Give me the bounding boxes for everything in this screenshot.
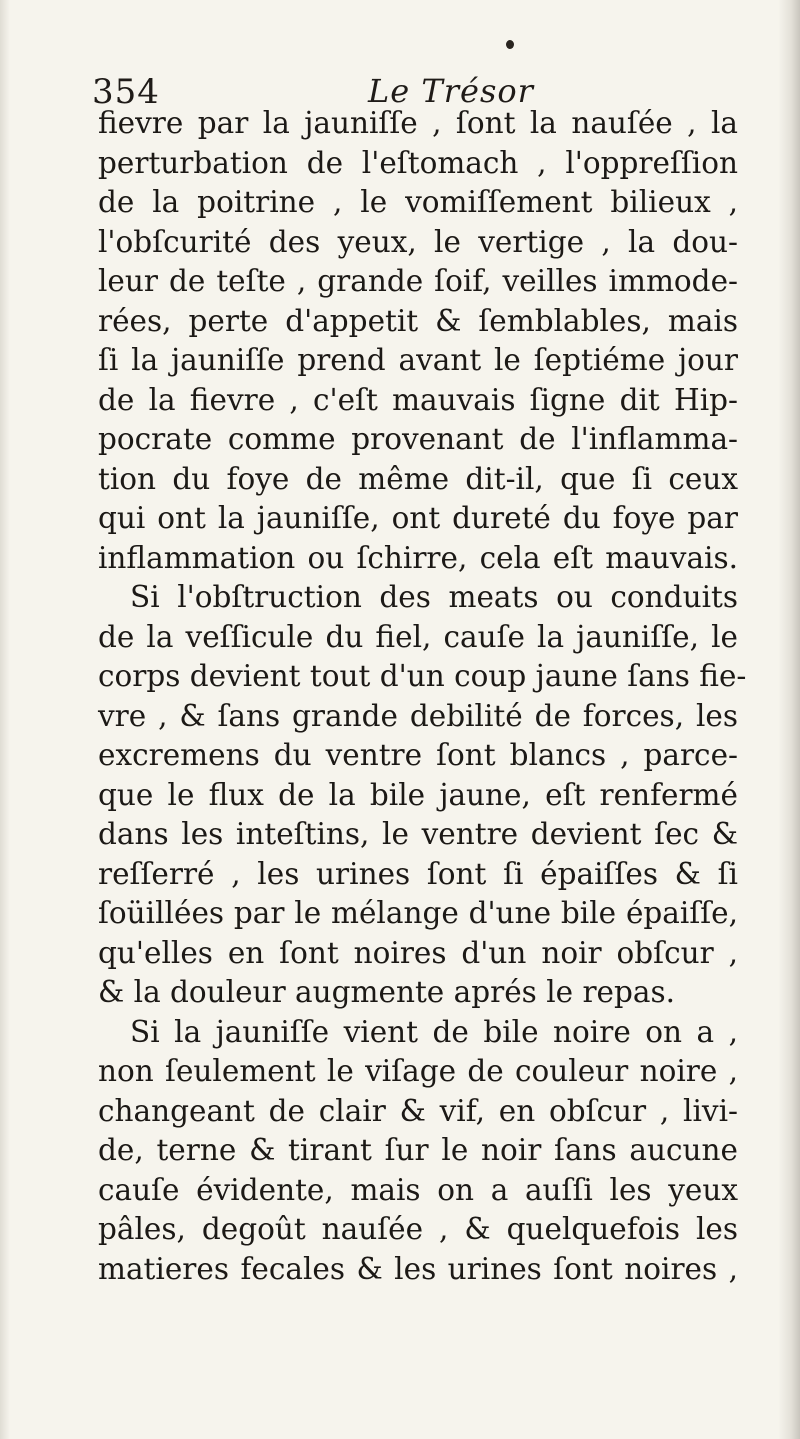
- paragraph-first-line: Si la jauniſſe vient de bile noire on a ,: [130, 1014, 738, 1049]
- text-line: leur de teſte , grande ſoif, veilles immode-: [98, 264, 738, 298]
- text-line: pâles, degoût nauſée , & quelquefois les: [98, 1212, 738, 1246]
- text-line: ſoüillées par le mélange d'une bile épaiſſe,: [98, 896, 738, 930]
- text-line: qui ont la jauniſſe, ont dureté du foye par: [98, 501, 738, 535]
- text-line: excremens du ventre ſont blancs , parce-: [98, 738, 738, 772]
- text-line: de la poitrine , le vomiſſement bilieux ,: [98, 185, 738, 219]
- text-line: perturbation de l'eſtomach , l'oppreſſion: [98, 145, 738, 180]
- text-line: inflammation ou ſchirre, cela eſt mauvais.: [98, 540, 738, 575]
- text-line: de, terne & tirant ſur le noir ſans aucune: [98, 1133, 738, 1167]
- running-head: Le Trésor: [368, 72, 534, 110]
- text-line: changeant de clair & vif, en obſcur , livi-: [98, 1093, 738, 1128]
- text-line: ſi la jauniſſe prend avant le ſeptiéme jour: [98, 343, 738, 377]
- body-text: [98, 104, 747, 1289]
- page-edge-shadow: [778, 0, 800, 1439]
- text-line: tion du foye de même dit-il, que ſi ceux: [98, 461, 738, 496]
- text-line: qu'elles en ſont noires d'un noir obſcur ,: [98, 935, 738, 970]
- text-line: dans les inteſtins, le ventre devient ſec &: [98, 817, 738, 851]
- page-gutter-shadow: [0, 0, 10, 1439]
- ink-speck: [506, 40, 514, 49]
- text-line: vre , & ſans grande debilité de forces, les: [98, 698, 738, 733]
- text-line: fievre par la jauniſſe , ſont la nauſée , la: [98, 106, 738, 140]
- paragraph-first-line: Si l'obſtruction des meats ou conduits: [130, 580, 738, 614]
- page-number: 354: [92, 72, 160, 112]
- text-line: l'obſcurité des yeux, le vertige , la dou-: [98, 224, 738, 259]
- text-line: de la fievre , c'eſt mauvais ſigne dit Hip-: [98, 382, 738, 417]
- text-line: corps devient tout d'un coup jaune ſans fie-: [98, 659, 747, 693]
- text-line: reſſerré , les urines ſont ſi épaiſſes & ſi: [98, 856, 738, 891]
- text-line: rées, perte d'appetit & ſemblables, mais: [98, 303, 738, 338]
- text-line: pocrate comme provenant de l'inflamma-: [98, 422, 738, 456]
- text-line: cauſe évidente, mais on a auſſi les yeux: [98, 1172, 738, 1207]
- text-line: non ſeulement le viſage de couleur noire ,: [98, 1054, 738, 1088]
- paragraph-last-line: & la douleur augmente aprés le repas.: [98, 975, 676, 1009]
- text-line: de la veſſicule du fiel, cauſe la jauniſſe, le: [98, 619, 738, 654]
- text-line: matieres fecales & les urines ſont noires ,: [98, 1251, 738, 1286]
- text-line: que le flux de la bile jaune, eſt renfermé: [98, 777, 738, 812]
